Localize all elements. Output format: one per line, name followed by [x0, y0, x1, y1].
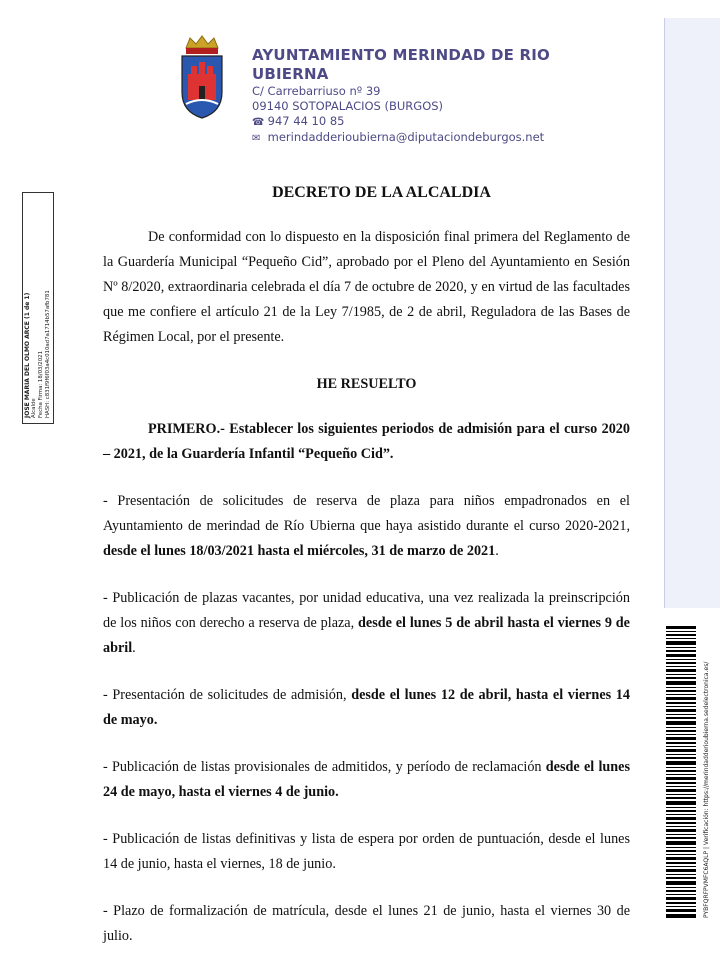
- primero-paragraph: PRIMERO.- Establecer los siguientes periodos de admisión para el curso 2020 – 2021, de la Guardería Infantil “Pequeño Cid”.: [103, 421, 630, 462]
- organization-info: [252, 46, 582, 146]
- page-title: DECRETO DE LA ALCALDIA: [272, 184, 491, 201]
- org-city: 09140 SOTOPALACIOS (BURGOS): [252, 99, 444, 113]
- list-item: - Plazo de formalización de matrícula, desde el lunes 21 de junio, hasta el viernes 30 de julio.: [103, 903, 630, 944]
- signature-hash: HASH: c831f9f6f03a4c010ad7a1714b57afb781: [45, 290, 51, 418]
- verification-text[interactable]: PYBFQRFPVMFC6AQLP | Verificación: https://merindadderioubierna.sedelectronica.es/: [703, 661, 710, 918]
- org-email[interactable]: merindadderioubierna@diputaciondeburgos.net: [267, 130, 545, 144]
- list-item: - Publicación de plazas vacantes, por unidad educativa, una vez realizada la preinscripción de los niños con derecho a reserva de plaza, desde el lunes 5 de abril hasta el viernes 9 de abril.: [103, 590, 630, 656]
- signature-stamp: [22, 192, 54, 424]
- coat-of-arms-icon: [178, 34, 226, 120]
- org-address: C/ Carrebarriuso nº 39: [252, 84, 381, 98]
- org-name: AYUNTAMIENTO MERINDAD DE RIO UBIERNA: [252, 46, 550, 83]
- mail-icon: ✉: [252, 133, 261, 144]
- decree-body: [103, 180, 630, 971]
- verification-strip: [697, 628, 717, 918]
- phone-icon: ☎: [252, 117, 265, 128]
- intro-paragraph: De conformidad con lo dispuesto en la disposición final primera del Reglamento de la Guardería Municipal “Pequeño Cid”, aprobado por el Pleno del Ayuntamiento en Sesión Nº 8/2020, extraordinaria celebrada el día 7 de octubre de 2020, y en virtud de las facultades que me confiere el artículo 21 de la Ley 7/1985, de 2 de abril, Reguladora de las Bases de Régimen Local, por el presente.: [103, 229, 630, 345]
- signer-role: Alcalde: [31, 398, 37, 418]
- org-phone: 947 44 10 85: [267, 114, 345, 128]
- signature-date: Fecha Firma: 18/03/2021: [38, 351, 44, 418]
- list-item: - Publicación de listas definitivas y lista de espera por orden de puntuación, desde el lunes 14 de junio, hasta el viernes, 18 de junio.: [103, 831, 630, 872]
- list-item: - Publicación de listas provisionales de admitidos, y período de reclamación desde el lunes 24 de mayo, hasta el viernes 4 de junio.: [103, 759, 630, 800]
- resolved-heading: HE RESUELTO: [316, 376, 417, 392]
- letterhead: [178, 34, 598, 144]
- list-item: - Presentación de solicitudes de reserva de plaza para niños empadronados en el Ayuntamiento de merindad de Río Ubierna que haya asistido durante el curso 2020-2021, desde el lunes 18/03/2021 hasta el miércoles, 31 de marzo de 2021.: [103, 493, 630, 559]
- signer-name: JOSE MARIA DEL OLMO ARCE (1 de 1): [24, 292, 31, 418]
- list-item: - Presentación de solicitudes de admisión, desde el lunes 12 de abril, hasta el viernes 14 de mayo.: [103, 687, 630, 728]
- right-margin-strip: [664, 18, 720, 608]
- barcode-icon: [666, 626, 696, 918]
